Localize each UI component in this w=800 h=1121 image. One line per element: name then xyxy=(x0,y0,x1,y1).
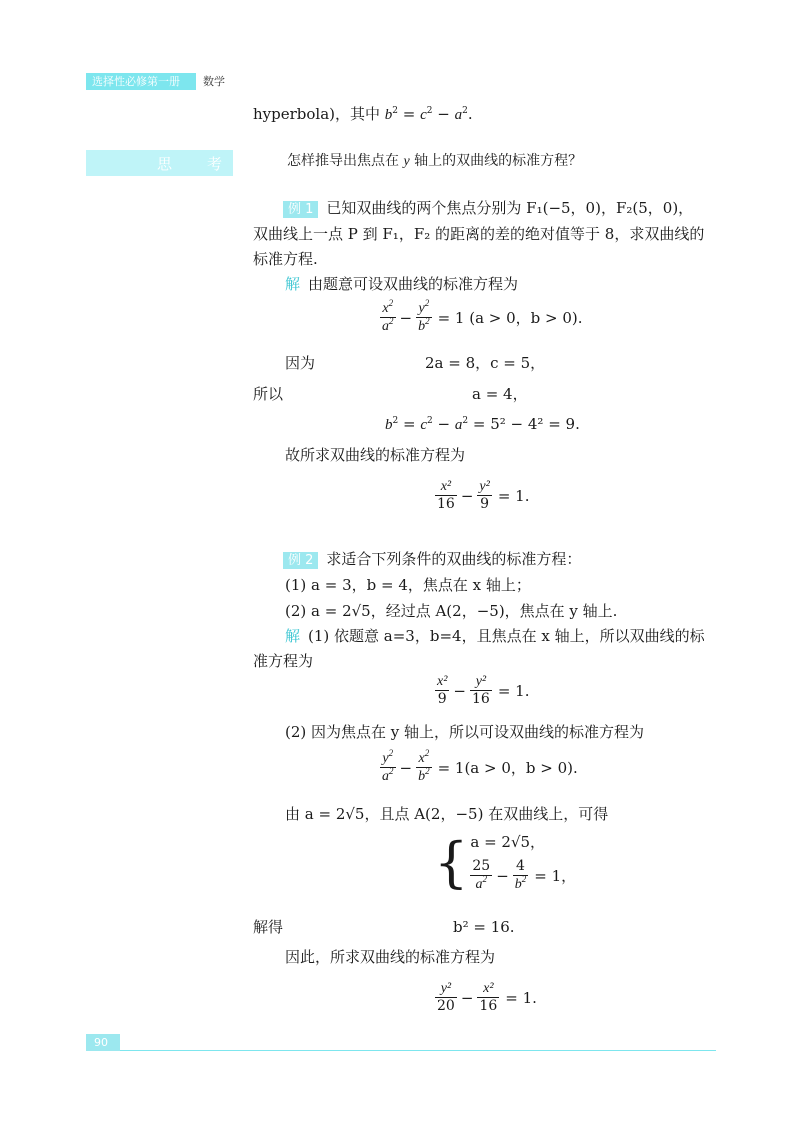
example2-solution2-line1: (2) 因为焦点在 y 轴上，所以可设双曲线的标准方程为 xyxy=(285,723,645,741)
system-line2: $\frac{25}{a^2}$ − $\frac{4}{b^2}$ = 1， xyxy=(472,858,577,892)
equation-system xyxy=(434,832,576,893)
so-label: 所以 xyxy=(253,385,284,403)
example1-final-equation: $\frac{\text{x²}}{16}$ − $\frac{\text{y²}}{9}$ = 1. xyxy=(437,479,530,512)
system-line1: a = 2√5， xyxy=(470,833,546,851)
so-equation: a = 4， xyxy=(472,385,528,403)
example2-condition1: (1) a = 3，b = 4，焦点在 x 轴上； xyxy=(285,576,531,594)
example1-line3: 标准方程. xyxy=(253,250,318,268)
running-header xyxy=(86,73,230,90)
example2-final-equation: $\frac{\text{y²}}{20}$ − $\frac{\text{x²}}{16}$ = 1. xyxy=(437,981,537,1014)
page-number: 90 xyxy=(86,1034,120,1051)
think-box xyxy=(86,150,233,176)
because-equation: 2a = 8，c = 5， xyxy=(425,354,546,372)
example2-solution2-line2: 由 a = 2√5，且点 A(2，−5) 在双曲线上，可得 xyxy=(285,805,609,823)
intro-line: hyperbola)，其中 $b^2 = c^2 - a^2$. xyxy=(253,105,473,123)
solve-equation: b² = 16. xyxy=(453,918,515,936)
think-question: 怎样推导出焦点在 y 轴上的双曲线的标准方程？ xyxy=(287,153,583,169)
b-squared-equation: $b^2 = c^2 - a^2 = 5^2 - 4^2 = 9$. xyxy=(385,415,580,433)
example1-line2: 双曲线上一点 P 到 F₁，F₂ 的距离的差的绝对值等于 8，求双曲线的 xyxy=(253,225,705,243)
example2-condition2: (2) a = 2√5，经过点 A(2，−5)，焦点在 y 轴上. xyxy=(285,602,618,620)
left-brace: { xyxy=(434,830,469,894)
example1-conclusion: 故所求双曲线的标准方程为 xyxy=(285,446,466,464)
example2-line1: 例 2 求适合下列条件的双曲线的标准方程： xyxy=(283,549,581,571)
book-title: 选择性必修第一册 xyxy=(86,73,196,90)
subject-label: 数学 xyxy=(196,73,230,90)
because-label: 因为 xyxy=(285,354,316,372)
example2-equation1: $\frac{\text{x²}}{9}$ − $\frac{\text{y²}}{16}$ = 1. xyxy=(437,674,530,707)
example2-solution1-line1: 解 (1) 依题意 a=3，b=4，且焦点在 x 轴上，所以双曲线的标 xyxy=(285,627,705,645)
example2-conclusion: 因此，所求双曲线的标准方程为 xyxy=(285,948,496,966)
footer-rule xyxy=(120,1050,716,1051)
think-label-1: 思 xyxy=(157,155,173,173)
think-label-2: 考 xyxy=(207,155,223,173)
solve-label: 解得 xyxy=(253,918,284,936)
solution-label: 解 xyxy=(285,275,301,293)
example1-line1: 例 1 已知双曲线的两个焦点分别为 F₁(−5，0)，F₂(5，0)， xyxy=(283,198,693,220)
example1-solution-intro: 解 由题意可设双曲线的标准方程为 xyxy=(285,275,519,293)
example1-tag: 例 1 xyxy=(283,201,318,218)
example2-tag: 例 2 xyxy=(283,552,318,569)
example2-solution1-line2: 准方程为 xyxy=(253,652,314,670)
solution-label: 解 xyxy=(285,627,301,645)
example2-general-equation: $\frac{y^2}{a^2}$ − $\frac{x^2}{b^2}$ = 1(a > 0，b > 0). xyxy=(382,748,578,784)
example1-general-equation: $\frac{x^2}{a^2}$ − $\frac{y^2}{b^2}$ = 1 (a > 0，b > 0). xyxy=(382,298,583,334)
